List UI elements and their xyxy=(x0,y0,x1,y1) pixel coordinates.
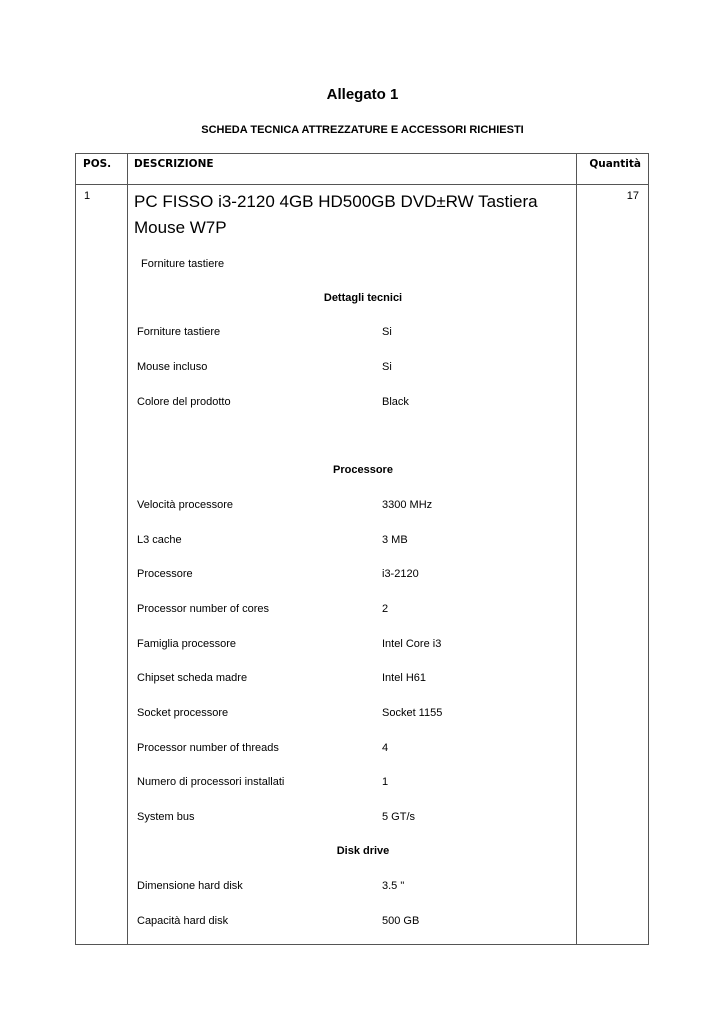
spec-row xyxy=(137,880,537,896)
spec-value: Si xyxy=(382,326,392,338)
spec-label: Processor number of threads xyxy=(137,742,279,754)
spec-row xyxy=(137,396,537,412)
spec-label: Mouse incluso xyxy=(137,361,208,373)
spec-row xyxy=(137,915,537,931)
section-title-disk-drive: Disk drive xyxy=(336,845,390,857)
spec-label: Velocità processore xyxy=(137,499,233,511)
spec-row xyxy=(137,776,537,792)
item-quantity: 17 xyxy=(626,190,639,202)
spec-label: Dimensione hard disk xyxy=(137,880,243,892)
spec-label: Forniture tastiere xyxy=(137,326,221,338)
spec-label: Socket processore xyxy=(137,707,229,719)
section-title-processore: Processore xyxy=(333,464,393,476)
spec-value: 3.5 " xyxy=(382,880,405,892)
spec-value: 5 GT/s xyxy=(382,811,416,823)
spec-label: Processore xyxy=(137,568,193,580)
spec-table xyxy=(75,153,649,945)
spec-value: Socket 1155 xyxy=(382,707,443,719)
spec-label: Famiglia processore xyxy=(137,638,237,650)
product-note: Forniture tastiere xyxy=(141,258,225,270)
spec-value: Intel Core i3 xyxy=(382,638,442,650)
spec-row xyxy=(137,638,537,654)
spec-value: Si xyxy=(382,361,392,373)
spec-value: 2 xyxy=(382,603,389,615)
column-divider xyxy=(127,154,128,944)
section-title-dettagli-tecnici: Dettagli tecnici xyxy=(323,292,403,304)
spec-value: 4 xyxy=(382,742,389,754)
spec-label: Capacità hard disk xyxy=(137,915,229,927)
header-description: DESCRIZIONE xyxy=(134,158,214,170)
spec-value: 3300 MHz xyxy=(382,499,433,511)
document-title: Allegato 1 xyxy=(326,86,399,103)
spec-value: 3 MB xyxy=(382,534,408,546)
spec-label: Chipset scheda madre xyxy=(137,672,248,684)
spec-row xyxy=(137,742,537,758)
header-divider xyxy=(76,184,648,185)
column-divider xyxy=(576,154,577,944)
spec-row xyxy=(137,811,537,827)
spec-label: Processor number of cores xyxy=(137,603,270,615)
spec-row xyxy=(137,361,537,377)
spec-row xyxy=(137,672,537,688)
spec-value: 1 xyxy=(382,776,389,788)
spec-row xyxy=(137,326,537,342)
spec-row xyxy=(137,603,537,619)
spec-row xyxy=(137,534,537,550)
product-name: PC FISSO i3-2120 4GB HD500GB DVD±RW Tastiera Mouse W7P xyxy=(134,192,538,237)
spec-row xyxy=(137,568,537,584)
spec-label: Numero di processori installati xyxy=(137,776,285,788)
spec-label: Colore del prodotto xyxy=(137,396,231,408)
spec-label: L3 cache xyxy=(137,534,182,546)
spec-row xyxy=(137,499,537,515)
spec-label: System bus xyxy=(137,811,195,823)
header-quantity: Quantità xyxy=(589,158,641,170)
spec-value: Intel H61 xyxy=(382,672,427,684)
spec-value: i3-2120 xyxy=(382,568,419,580)
spec-value: Black xyxy=(382,396,409,408)
document-subtitle: SCHEDA TECNICA ATTREZZATURE E ACCESSORI RICHIESTI xyxy=(201,124,524,136)
header-pos: POS. xyxy=(83,158,112,170)
item-pos: 1 xyxy=(84,190,91,202)
spec-value: 500 GB xyxy=(382,915,420,927)
spec-row xyxy=(137,707,537,723)
